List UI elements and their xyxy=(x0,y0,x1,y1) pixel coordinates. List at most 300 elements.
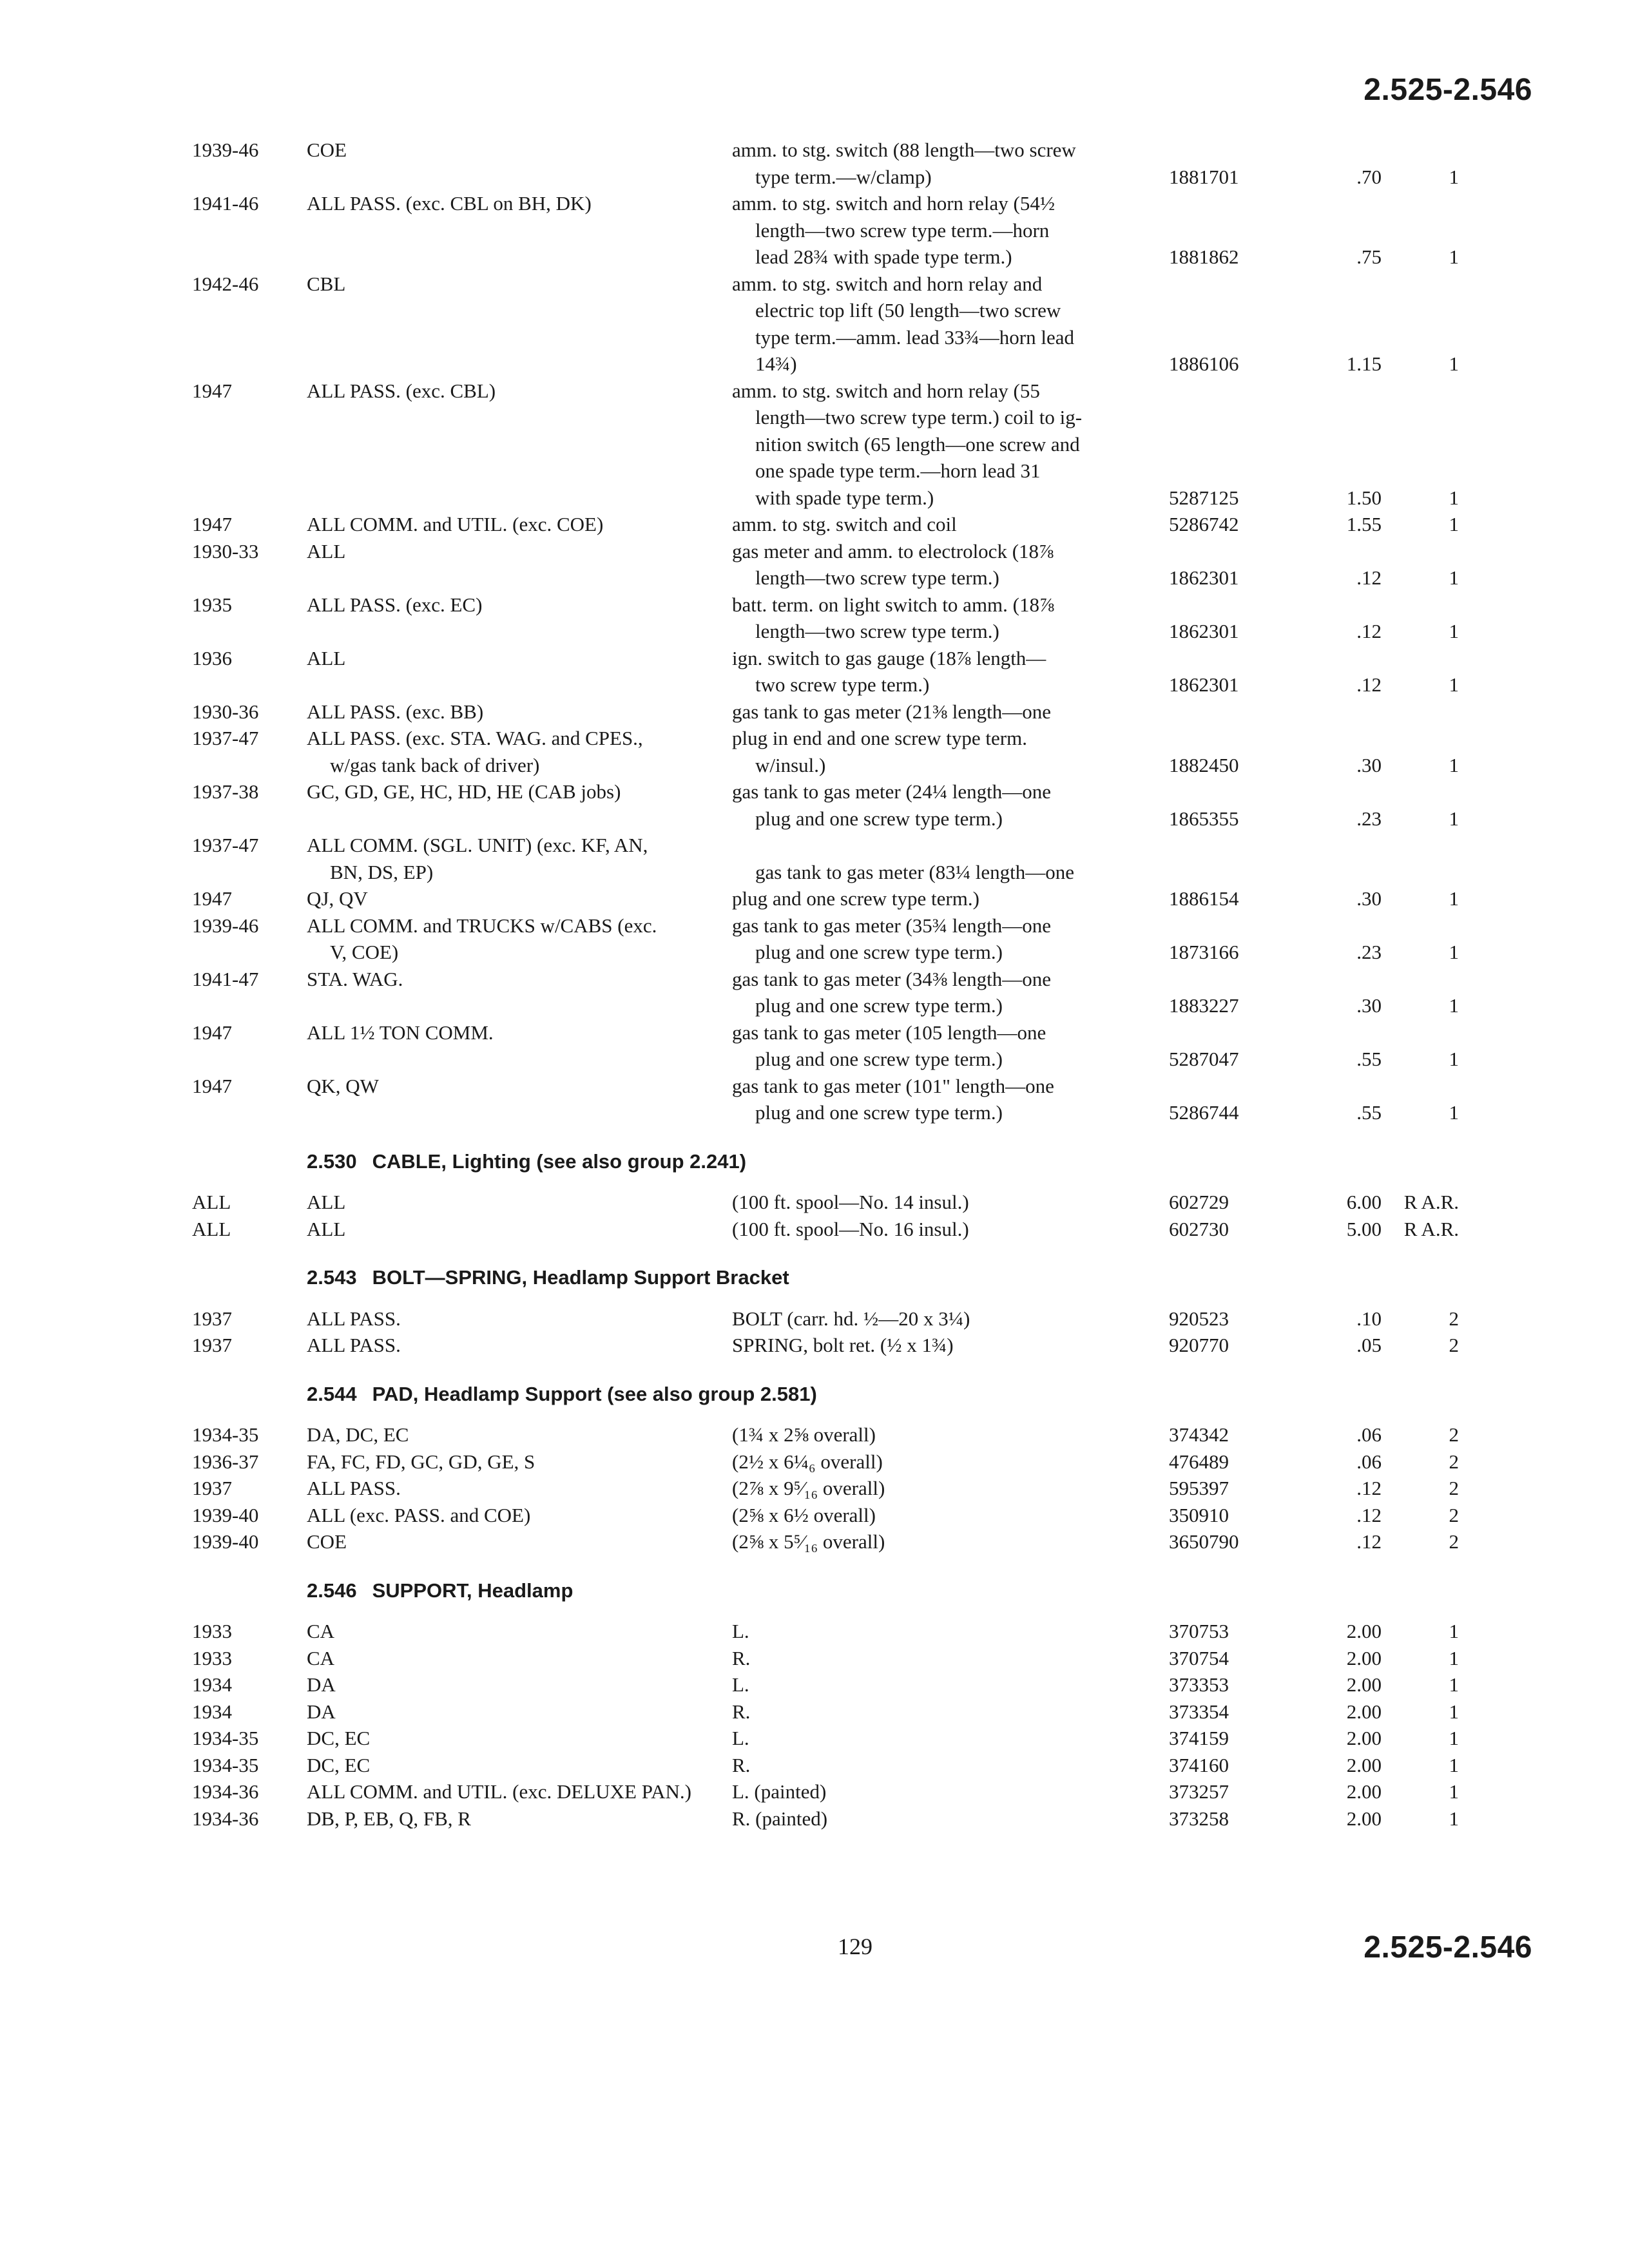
model-cell xyxy=(307,538,732,565)
part-number-cell: 1881701 xyxy=(1169,165,1239,188)
model-cell: COE xyxy=(307,1530,347,1553)
price-cell: .23 xyxy=(1356,807,1382,830)
price-cell: .75 xyxy=(1356,245,1382,268)
model-cell: DA, DC, EC xyxy=(307,1423,409,1446)
table-row xyxy=(192,1305,1545,1332)
quantity-cell: 1 xyxy=(1449,807,1459,830)
model-line: ALL PASS. (exc. EC) xyxy=(307,593,483,616)
table-row xyxy=(192,271,1545,378)
model-cell xyxy=(307,912,732,966)
quantity-cell: 1 xyxy=(1449,245,1459,268)
part-number-cell: 1886154 xyxy=(1169,887,1239,910)
model-cell xyxy=(307,698,732,726)
price-cell: 2.00 xyxy=(1346,1700,1382,1723)
model-cell: CA xyxy=(307,1620,335,1642)
description-line: gas tank to gas meter (83¼ length—one xyxy=(755,860,1075,883)
year-cell: 1937 xyxy=(192,1307,232,1330)
description-line: batt. term. on light switch to amm. (18⅞ xyxy=(732,593,1055,616)
description-cell xyxy=(732,778,1165,832)
description-line: gas tank to gas meter (21⅜ length—one xyxy=(732,700,1052,723)
model-line: ALL PASS. (exc. CBL) xyxy=(307,379,496,402)
quantity-cell: 1 xyxy=(1449,1700,1459,1723)
description-line: plug in end and one screw type term. xyxy=(732,727,1027,749)
model-line: STA. WAG. xyxy=(307,967,403,990)
price-cell: .30 xyxy=(1356,994,1382,1017)
description-cell: L. xyxy=(732,1727,749,1749)
price-cell: .12 xyxy=(1356,620,1382,642)
price-cell: 5.00 xyxy=(1346,1217,1382,1240)
part-number-cell: 1881862 xyxy=(1169,245,1239,268)
description-line: plug and one screw type term.) xyxy=(755,941,1003,963)
model-cell: ALL PASS. xyxy=(307,1477,401,1499)
price-cell: 2.00 xyxy=(1346,1727,1382,1749)
part-number-cell: 476489 xyxy=(1169,1450,1229,1473)
quantity-cell: 2 xyxy=(1449,1503,1459,1526)
section-number: 2.530 xyxy=(307,1149,357,1173)
part-number-cell: 370754 xyxy=(1169,1646,1229,1669)
model-cell xyxy=(307,591,732,619)
description-cell: (2⅝ x 6½ overall) xyxy=(732,1503,876,1526)
description-cell xyxy=(732,511,1165,538)
price-cell: .10 xyxy=(1356,1307,1382,1330)
description-cell: (2½ x 6¼₆ overall) xyxy=(732,1450,883,1473)
model-cell: ALL (exc. PASS. and COE) xyxy=(307,1503,531,1526)
table-row xyxy=(192,1448,1545,1475)
year-cell: 1947 xyxy=(192,379,232,402)
quantity-cell: 2 xyxy=(1449,1477,1459,1499)
description-line: length—two screw type term.—horn xyxy=(755,218,1050,242)
table-row xyxy=(192,591,1545,645)
model-cell xyxy=(307,511,732,538)
description-line: type term.—amm. lead 33¾—horn lead xyxy=(755,325,1075,349)
year-cell: 1937 xyxy=(192,1334,232,1356)
year-cell: 1933 xyxy=(192,1620,232,1642)
quantity-cell: R A.R. xyxy=(1403,1217,1459,1240)
year-cell: 1939-46 xyxy=(192,139,259,161)
description-cell: L. xyxy=(732,1620,749,1642)
price-cell: 2.00 xyxy=(1346,1753,1382,1776)
model-cell: ALL PASS. xyxy=(307,1307,401,1330)
price-cell: .55 xyxy=(1356,1048,1382,1070)
year-cell: 1934-35 xyxy=(192,1423,259,1446)
quantity-cell: 1 xyxy=(1449,1620,1459,1642)
table-row xyxy=(192,1725,1545,1752)
description-line: gas tank to gas meter (35¾ length—one xyxy=(732,914,1052,937)
price-cell: .12 xyxy=(1356,1503,1382,1526)
quantity-cell: 1 xyxy=(1449,1101,1459,1124)
model-line: ALL COMM. and TRUCKS w/CABS (exc. xyxy=(307,914,657,937)
section-number: 2.544 xyxy=(307,1382,357,1405)
part-number-cell xyxy=(1165,832,1291,859)
description-cell xyxy=(732,137,1165,190)
quantity-cell: 1 xyxy=(1449,566,1459,589)
table-row xyxy=(192,698,1545,726)
price-cell: .30 xyxy=(1356,887,1382,910)
model-line: QJ, QV xyxy=(307,887,368,910)
description-cell: (100 ft. spool—No. 14 insul.) xyxy=(732,1191,969,1213)
table-row xyxy=(192,832,1545,885)
table-row xyxy=(192,1019,1545,1073)
description-cell: R. (painted) xyxy=(732,1807,828,1830)
model-line: CBL xyxy=(307,272,346,295)
description-line: plug and one screw type term.) xyxy=(755,994,1003,1017)
description-line: amm. to stg. switch and horn relay and xyxy=(732,272,1043,295)
part-number-cell: 350910 xyxy=(1169,1503,1229,1526)
description-cell: BOLT (carr. hd. ½—20 x 3¼) xyxy=(732,1307,970,1330)
table-row xyxy=(192,885,1545,912)
parts-sections xyxy=(192,1148,1545,1832)
quantity-cell: R A.R. xyxy=(1403,1191,1459,1213)
description-cell: R. xyxy=(732,1646,751,1669)
description-cell: (1¾ x 2⅝ overall) xyxy=(732,1423,876,1446)
year-cell: 1941-46 xyxy=(192,192,259,215)
model-line: ALL COMM. (SGL. UNIT) (exc. KF, AN, xyxy=(307,834,648,856)
part-number-cell: 370753 xyxy=(1169,1620,1229,1642)
description-line: ign. switch to gas gauge (18⅞ length— xyxy=(732,646,1046,669)
description-line: gas tank to gas meter (101" length—one xyxy=(732,1074,1054,1097)
part-number-cell: 920523 xyxy=(1169,1307,1229,1330)
table-row xyxy=(192,778,1545,832)
table-row xyxy=(192,1671,1545,1698)
part-number-cell: 920770 xyxy=(1169,1334,1229,1356)
quantity-cell: 1 xyxy=(1449,1807,1459,1830)
price-cell: .12 xyxy=(1356,673,1382,696)
parts-catalog-body xyxy=(192,137,1545,1832)
year-cell: 1930-33 xyxy=(192,539,259,562)
table-row xyxy=(192,190,1545,271)
model-cell xyxy=(307,725,732,778)
year-cell: ALL xyxy=(192,1217,231,1240)
model-line: ALL 1½ TON COMM. xyxy=(307,1021,494,1044)
model-line: ALL PASS. (exc. BB) xyxy=(307,700,484,723)
section-number: 2.543 xyxy=(307,1266,357,1289)
description-cell: R. xyxy=(732,1753,751,1776)
model-cell xyxy=(307,1073,732,1100)
part-number-cell: 1886106 xyxy=(1169,352,1239,375)
description-line: two screw type term.) xyxy=(755,673,930,696)
price-cell: .70 xyxy=(1356,165,1382,188)
quantity-cell: 2 xyxy=(1449,1530,1459,1553)
year-cell: 1936 xyxy=(192,646,232,669)
year-cell: 1941-47 xyxy=(192,967,259,990)
price-cell: .12 xyxy=(1356,566,1382,589)
description-cell xyxy=(732,885,1165,912)
table-row xyxy=(192,1189,1545,1216)
year-cell: 1947 xyxy=(192,513,232,535)
description-line: plug and one screw type term.) xyxy=(755,807,1003,830)
description-cell: (2⅞ x 9⁵⁄₁₆ overall) xyxy=(732,1477,885,1499)
quantity-cell: 1 xyxy=(1449,165,1459,188)
quantity-cell: 2 xyxy=(1449,1307,1459,1330)
model-line: ALL PASS. (exc. CBL on BH, DK) xyxy=(307,192,592,215)
quantity-cell: 1 xyxy=(1449,620,1459,642)
description-line: with spade type term.) xyxy=(755,486,934,509)
description-line: 14¾) xyxy=(755,352,797,375)
part-number-cell: 5287125 xyxy=(1169,486,1239,509)
section-heading xyxy=(192,1264,1545,1291)
model-cell xyxy=(307,190,732,217)
price-cell: 6.00 xyxy=(1346,1191,1382,1213)
description-line: amm. to stg. switch and horn relay (54½ xyxy=(732,192,1055,215)
section-title: BOLT—SPRING, Headlamp Support Bracket xyxy=(372,1266,789,1289)
price-cell xyxy=(1291,832,1382,859)
quantity-cell: 1 xyxy=(1449,1780,1459,1803)
table-row xyxy=(192,725,1545,778)
description-cell xyxy=(732,966,1165,1019)
quantity-cell: 1 xyxy=(1449,994,1459,1017)
section-heading xyxy=(192,1577,1545,1604)
part-number-cell: 5286742 xyxy=(1169,513,1239,535)
description-cell xyxy=(732,725,1165,778)
quantity-cell: 1 xyxy=(1449,486,1459,509)
model-cell xyxy=(307,271,732,298)
part-number-cell: 5286744 xyxy=(1169,1101,1239,1124)
description-line: gas tank to gas meter (24¼ length—one xyxy=(732,780,1052,803)
quantity-cell: 2 xyxy=(1449,1334,1459,1356)
description-cell xyxy=(732,271,1165,378)
model-cell xyxy=(307,885,732,912)
model-cell: ALL PASS. xyxy=(307,1334,401,1356)
description-cell xyxy=(732,698,1165,726)
table-row xyxy=(192,1752,1545,1779)
price-cell: 1.55 xyxy=(1346,513,1382,535)
part-number-cell: 595397 xyxy=(1169,1477,1229,1499)
price-cell: .06 xyxy=(1356,1450,1382,1473)
description-cell: (100 ft. spool—No. 16 insul.) xyxy=(732,1217,969,1240)
table-row xyxy=(192,1805,1545,1832)
year-cell: 1930-36 xyxy=(192,700,259,723)
price-cell: .06 xyxy=(1356,1423,1382,1446)
part-number-cell: 1882450 xyxy=(1169,753,1239,776)
description-line: length—two screw type term.) xyxy=(755,566,999,589)
model-cell xyxy=(307,645,732,672)
quantity-cell xyxy=(1382,832,1459,859)
price-cell: .05 xyxy=(1356,1334,1382,1356)
part-number-cell: 373354 xyxy=(1169,1700,1229,1723)
table-row xyxy=(192,1528,1545,1555)
quantity-cell: 2 xyxy=(1449,1450,1459,1473)
section-heading xyxy=(192,1148,1545,1175)
part-number-cell: 602730 xyxy=(1169,1217,1229,1240)
description-line: amm. to stg. switch and coil xyxy=(732,513,957,535)
part-number-cell: 1865355 xyxy=(1169,807,1239,830)
part-number-cell: 373257 xyxy=(1169,1780,1229,1803)
model-line: COE xyxy=(307,139,347,161)
description-cell xyxy=(732,190,1165,271)
quantity-cell: 1 xyxy=(1449,753,1459,776)
year-cell: 1947 xyxy=(192,887,232,910)
model-cell xyxy=(307,1019,732,1046)
table-row xyxy=(192,912,1545,966)
part-number-cell: 5287047 xyxy=(1169,1048,1239,1070)
description-line: plug and one screw type term.) xyxy=(755,1048,1003,1070)
page-header-id: 2.525-2.546 xyxy=(1364,73,1532,107)
year-cell: 1934-35 xyxy=(192,1753,259,1776)
description-line: length—two screw type term.) xyxy=(755,620,999,642)
table-row xyxy=(192,1645,1545,1672)
year-cell: 1934-35 xyxy=(192,1727,259,1749)
description-line xyxy=(732,832,1155,859)
model-line: ALL xyxy=(307,539,346,562)
page-number: 129 xyxy=(838,1934,872,1959)
model-cell: CA xyxy=(307,1646,335,1669)
cable-ammeter-gas-meter-list xyxy=(192,137,1545,1126)
year-cell: 1939-40 xyxy=(192,1530,259,1553)
description-line: w/insul.) xyxy=(755,753,826,776)
year-cell: 1939-46 xyxy=(192,914,259,937)
quantity-cell: 1 xyxy=(1449,1727,1459,1749)
year-cell: 1947 xyxy=(192,1074,232,1097)
description-line: gas tank to gas meter (105 length—one xyxy=(732,1021,1046,1044)
description-line: one spade type term.—horn lead 31 xyxy=(755,459,1041,482)
model-line: GC, GD, GE, HC, HD, HE (CAB jobs) xyxy=(307,780,621,803)
year-cell: 1937 xyxy=(192,1477,232,1499)
model-line: BN, DS, EP) xyxy=(330,860,434,883)
description-cell: SPRING, bolt ret. (½ x 1¾) xyxy=(732,1334,954,1356)
price-cell: 2.00 xyxy=(1346,1780,1382,1803)
table-row xyxy=(192,1698,1545,1725)
part-number-cell: 374160 xyxy=(1169,1753,1229,1776)
model-cell xyxy=(307,137,732,164)
description-line: gas meter and amm. to electrolock (18⅞ xyxy=(732,539,1054,562)
description-cell xyxy=(732,1073,1165,1126)
table-row xyxy=(192,966,1545,1019)
price-cell: .30 xyxy=(1356,753,1382,776)
year-cell: ALL xyxy=(192,1191,231,1213)
part-number-cell: 374342 xyxy=(1169,1423,1229,1446)
table-row xyxy=(192,1618,1545,1645)
part-number-cell: 1862301 xyxy=(1169,620,1239,642)
part-number-cell: 1883227 xyxy=(1169,994,1239,1017)
part-number-cell: 1862301 xyxy=(1169,673,1239,696)
description-line: electric top lift (50 length—two screw xyxy=(755,299,1061,322)
description-line: plug and one screw type term.) xyxy=(755,1101,1003,1124)
year-cell: 1942-46 xyxy=(192,272,259,295)
model-cell xyxy=(307,778,732,805)
section-title: SUPPORT, Headlamp xyxy=(372,1579,574,1602)
year-cell: 1939-40 xyxy=(192,1503,259,1526)
quantity-cell: 1 xyxy=(1449,941,1459,963)
description-line: lead 28¾ with spade type term.) xyxy=(755,245,1012,268)
description-cell: (2⅝ x 5⁵⁄₁₆ overall) xyxy=(732,1530,885,1553)
table-row xyxy=(192,378,1545,512)
year-cell: 1937-38 xyxy=(192,780,259,803)
price-cell: .12 xyxy=(1356,1530,1382,1553)
model-line: V, COE) xyxy=(330,941,399,963)
model-line: QK, QW xyxy=(307,1074,379,1097)
quantity-cell: 2 xyxy=(1449,1423,1459,1446)
quantity-cell: 1 xyxy=(1449,1048,1459,1070)
description-line: amm. to stg. switch and horn relay (55 xyxy=(732,379,1040,402)
year-cell: 1935 xyxy=(192,593,232,616)
description-line: amm. to stg. switch (88 length—two screw xyxy=(732,139,1076,161)
year-cell: 1934 xyxy=(192,1673,232,1696)
part-number-cell: 373258 xyxy=(1169,1807,1229,1830)
price-cell: .12 xyxy=(1356,1477,1382,1499)
quantity-cell: 1 xyxy=(1449,1753,1459,1776)
section-number: 2.546 xyxy=(307,1579,357,1602)
description-cell: R. xyxy=(732,1700,751,1723)
model-cell: ALL xyxy=(307,1217,346,1240)
model-line: ALL xyxy=(307,646,346,669)
part-number-cell: 602729 xyxy=(1169,1191,1229,1213)
part-number-cell: 374159 xyxy=(1169,1727,1229,1749)
table-row xyxy=(192,1475,1545,1502)
description-cell xyxy=(732,912,1165,966)
price-cell: 1.15 xyxy=(1346,352,1382,375)
model-cell: ALL xyxy=(307,1191,346,1213)
description-line: nition switch (65 length—one screw and xyxy=(755,432,1080,456)
model-cell: DC, EC xyxy=(307,1727,371,1749)
quantity-cell: 1 xyxy=(1449,887,1459,910)
year-cell: 1934-36 xyxy=(192,1780,259,1803)
table-row xyxy=(192,1332,1545,1359)
model-line: ALL COMM. and UTIL. (exc. COE) xyxy=(307,513,604,535)
description-cell xyxy=(732,1019,1165,1073)
section-heading xyxy=(192,1381,1545,1408)
model-cell: DC, EC xyxy=(307,1753,371,1776)
table-row xyxy=(192,1778,1545,1805)
quantity-cell: 1 xyxy=(1449,352,1459,375)
section-title: PAD, Headlamp Support (see also group 2.581) xyxy=(372,1382,817,1405)
table-row xyxy=(192,645,1545,698)
description-line: gas tank to gas meter (34⅜ length—one xyxy=(732,967,1052,990)
description-line: type term.—w/clamp) xyxy=(755,165,932,188)
model-cell xyxy=(307,966,732,993)
model-line: ALL PASS. (exc. STA. WAG. and CPES., xyxy=(307,727,643,749)
table-row xyxy=(192,511,1545,538)
year-cell: 1937-47 xyxy=(192,727,259,749)
description-cell xyxy=(732,538,1165,591)
description-cell: L. (painted) xyxy=(732,1780,827,1803)
table-row xyxy=(192,1502,1545,1529)
section-title: CABLE, Lighting (see also group 2.241) xyxy=(372,1149,747,1173)
quantity-cell: 1 xyxy=(1449,1673,1459,1696)
model-cell: DA xyxy=(307,1673,336,1696)
part-number-cell: 1862301 xyxy=(1169,566,1239,589)
table-row xyxy=(192,1421,1545,1448)
model-cell xyxy=(307,832,732,885)
part-number-cell: 3650790 xyxy=(1169,1530,1239,1553)
part-number-cell: 1873166 xyxy=(1169,941,1239,963)
price-cell: 2.00 xyxy=(1346,1673,1382,1696)
page-footer-id: 2.525-2.546 xyxy=(1364,1930,1532,1965)
table-row xyxy=(192,1073,1545,1126)
price-cell: 1.50 xyxy=(1346,486,1382,509)
description-line: length—two screw type term.) coil to ig- xyxy=(755,406,1083,428)
model-cell: DA xyxy=(307,1700,336,1723)
table-row xyxy=(192,538,1545,591)
year-cell: 1933 xyxy=(192,1646,232,1669)
description-cell xyxy=(732,378,1165,512)
description-line: plug and one screw type term.) xyxy=(732,887,979,910)
description-cell xyxy=(732,645,1165,698)
description-cell xyxy=(732,832,1165,885)
quantity-cell: 1 xyxy=(1449,1646,1459,1669)
price-cell: .23 xyxy=(1356,941,1382,963)
price-cell: 2.00 xyxy=(1346,1807,1382,1830)
description-cell xyxy=(732,591,1165,645)
quantity-cell: 1 xyxy=(1449,673,1459,696)
description-cell: L. xyxy=(732,1673,749,1696)
price-cell: .55 xyxy=(1356,1101,1382,1124)
model-cell: DB, P, EB, Q, FB, R xyxy=(307,1807,471,1830)
year-cell: 1947 xyxy=(192,1021,232,1044)
quantity-cell: 1 xyxy=(1449,513,1459,535)
model-line: w/gas tank back of driver) xyxy=(330,753,540,776)
part-number-cell: 373353 xyxy=(1169,1673,1229,1696)
year-cell: 1934-36 xyxy=(192,1807,259,1830)
